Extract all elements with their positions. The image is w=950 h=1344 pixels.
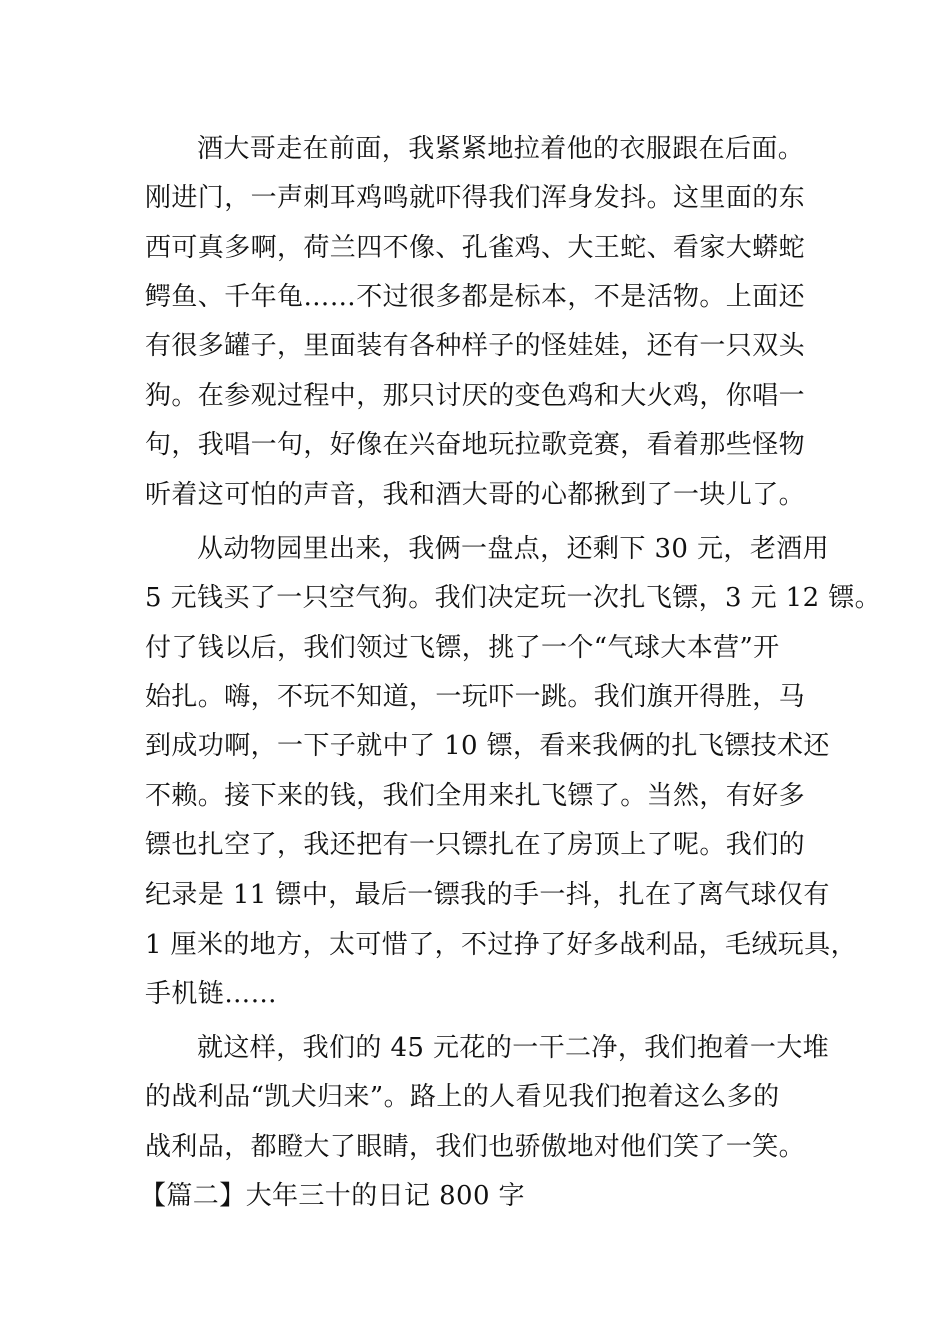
- text-line: 不赖。接下来的钱，我们全用来扎飞镖了。当然，有好多: [145, 781, 806, 811]
- text-line: 1 厘米的地方，太可惜了，不过挣了好多战利品，毛绒玩具，: [145, 930, 858, 960]
- text-line: 鳄鱼、千年龟……不过很多都是标本，不是活物。上面还: [145, 282, 806, 312]
- text-line: 镖也扎空了，我还把有一只镖扎在了房顶上了呢。我们的: [145, 830, 806, 860]
- text-line: 就这样，我们的 45 元花的一干二净，我们抱着一大堆: [197, 1033, 830, 1063]
- text-line: 战利品，都瞪大了眼睛，我们也骄傲地对他们笑了一笑。: [145, 1132, 806, 1162]
- text-line: 狗。在参观过程中，那只讨厌的变色鸡和大火鸡，你唱一: [145, 381, 806, 411]
- section-heading: 【篇二】大年三十的日记 800 字: [140, 1181, 525, 1211]
- text-line: 纪录是 11 镖中，最后一镖我的手一抖，扎在了离气球仅有: [145, 880, 830, 910]
- text-line: 有很多罐子，里面装有各种样子的怪娃娃，还有一只双头: [145, 331, 806, 361]
- text-line: 付了钱以后，我们领过飞镖，挑了一个“气球大本营”开: [145, 633, 780, 663]
- text-line: 西可真多啊，荷兰四不像、孔雀鸡、大王蛇、看家大蟒蛇: [145, 233, 806, 263]
- text-line: 5 元钱买了一只空气狗。我们决定玩一次扎飞镖，3 元 12 镖。: [145, 583, 882, 613]
- text-line: 手机链……: [145, 979, 278, 1009]
- text-line: 到成功啊，一下子就中了 10 镖，看来我俩的扎飞镖技术还: [145, 731, 830, 761]
- text-line: 从动物园里出来，我俩一盘点，还剩下 30 元，老酒用: [197, 534, 830, 564]
- text-line: 始扎。嗨，不玩不知道，一玩吓一跳。我们旗开得胜，马: [145, 682, 806, 712]
- text-line: 的战利品“凯犬归来”。路上的人看见我们抱着这么多的: [145, 1082, 780, 1112]
- text-line: 句，我唱一句，好像在兴奋地玩拉歌竞赛，看着那些怪物: [145, 430, 806, 460]
- text-line: 酒大哥走在前面，我紧紧地拉着他的衣服跟在后面。: [197, 134, 805, 164]
- text-line: 听着这可怕的声音，我和酒大哥的心都揪到了一块儿了。: [145, 480, 806, 510]
- text-line: 刚进门，一声刺耳鸡鸣就吓得我们浑身发抖。这里面的东: [145, 183, 806, 213]
